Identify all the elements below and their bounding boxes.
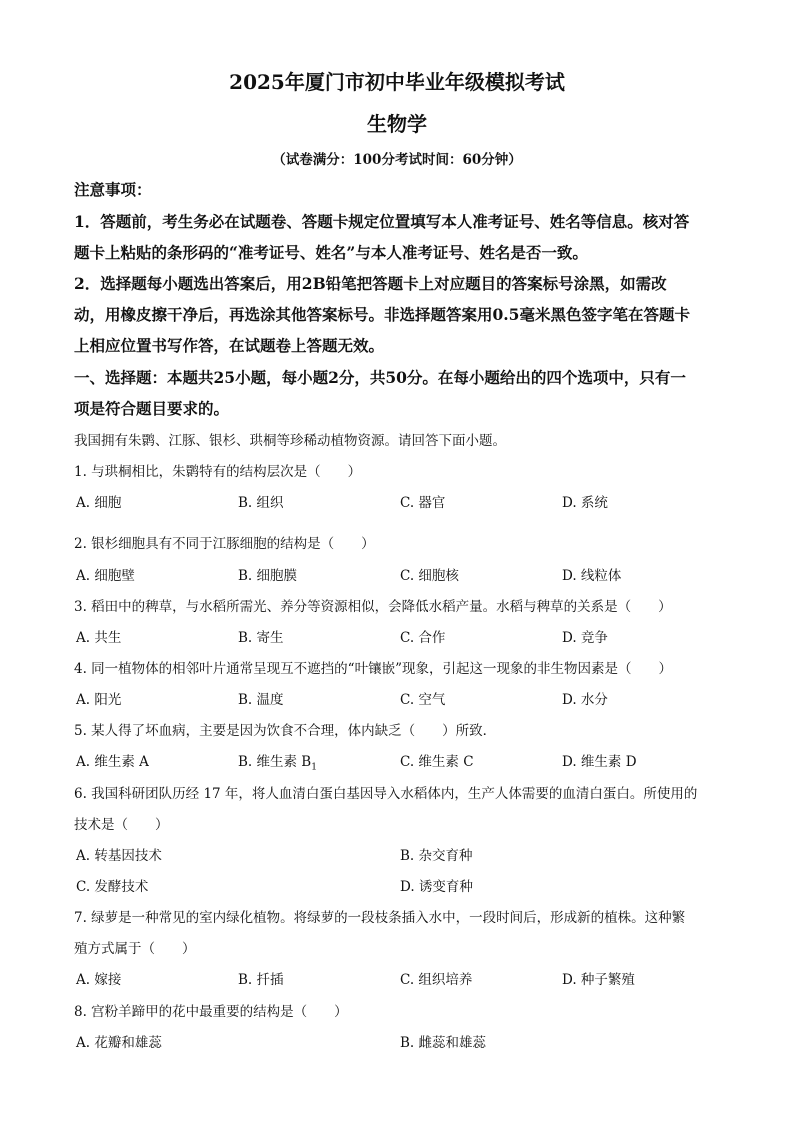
option-c: C. 空气 [400, 692, 446, 708]
question-stem: 6. 我国科研团队历经 17 年，将人血清白蛋白基因导入水稻体内，生产人体需要的血清白蛋白。所使用的 [74, 786, 698, 802]
option-b: B. 杂交育种 [400, 848, 473, 864]
option-d: D. 维生素 D [562, 754, 637, 770]
question-stem-cont: 殖方式属于（ ） [74, 941, 196, 957]
option-d: D. 系统 [562, 495, 608, 511]
option-a: A. 嫁接 [76, 972, 122, 988]
option-c: C. 维生素 C [400, 754, 474, 770]
option-a: A. 阳光 [76, 692, 122, 708]
question-stem: 3. 稻田中的稗草，与水稻所需光、养分等资源相似，会降低水稻产量。水稻与稗草的关系是（ ） [74, 599, 672, 615]
question-stem: 4. 同一植物体的相邻叶片通常呈现互不遮挡的“叶镶嵌”现象，引起这一现象的非生物因素是（ ） [74, 661, 672, 677]
option-d: D. 水分 [562, 692, 608, 708]
option-b: B. 寄生 [238, 630, 284, 646]
option-d: D. 种子繁殖 [562, 972, 635, 988]
option-d: D. 竞争 [562, 630, 608, 646]
option-a: A. 转基因技术 [76, 848, 162, 864]
notice-line: 题卡上粘贴的条形码的“准考证号、姓名”与本人准考证号、姓名是否一致。 [74, 243, 588, 262]
notice-line: 上相应位置书写作答，在试题卷上答题无效。 [74, 336, 385, 355]
question-stem: 5. 某人得了坏血病，主要是因为饮食不合理，体内缺乏（ ）所致． [74, 723, 497, 739]
option-b: B. 组织 [238, 495, 284, 511]
question-stem: 2. 银杉细胞具有不同于江豚细胞的结构是（ ） [74, 536, 375, 552]
option-c: C. 器官 [400, 495, 446, 511]
subject-title: 生物学 [367, 112, 427, 136]
question-stem-cont: 技术是（ ） [74, 817, 169, 833]
option-b: B. 温度 [238, 692, 284, 708]
option-c: C. 组织培养 [400, 972, 473, 988]
option-a: A. 花瓣和雄蕊 [76, 1035, 162, 1051]
option-a: A. 细胞壁 [76, 568, 135, 584]
option-a: A. 共生 [76, 630, 122, 646]
option-d: D. 线粒体 [562, 568, 622, 584]
option-c: C. 细胞核 [400, 568, 459, 584]
notice-line: 1．答题前，考生务必在试题卷、答题卡规定位置填写本人准考证号、姓名等信息。核对答 [74, 212, 690, 231]
notice-heading: 注意事项： [74, 180, 152, 199]
notice-line: 动，用橡皮擦干净后，再选涂其他答案标号。非选择题答案用0.5毫米黑色签字笔在答题卡 [74, 305, 690, 324]
option-b [238, 750, 317, 773]
subscript: 1 [311, 762, 317, 773]
exam-title: 2025年厦门市初中毕业年级模拟考试 [229, 70, 565, 94]
question-stem: 1. 与珙桐相比，朱鹮特有的结构层次是（ ） [74, 464, 362, 480]
option-c: C. 合作 [400, 630, 446, 646]
option-b: B. 扦插 [238, 972, 284, 988]
option-b: B. 细胞膜 [238, 568, 298, 584]
question-stem: 8. 宫粉羊蹄甲的花中最重要的结构是（ ） [74, 1004, 348, 1020]
group-intro: 我国拥有朱鹮、江豚、银杉、珙桐等珍稀动植物资源。请回答下面小题。 [74, 433, 506, 449]
section-heading: 一、选择题：本题共25小题，每小题2分，共50分。在每小题给出的四个选项中，只有一 [74, 368, 686, 387]
option-b: B. 雌蕊和雄蕊 [400, 1035, 487, 1051]
exam-meta: （试卷满分：100分考试时间：60分钟） [272, 152, 522, 168]
question-stem: 7. 绿萝是一种常见的室内绿化植物。将绿萝的一段枝条插入水中，一段时间后，形成新的植株。这种繁 [74, 910, 686, 926]
section-heading: 项是符合题目要求的。 [74, 399, 230, 418]
option-c: C. 发酵技术 [76, 879, 149, 895]
option-b-text: B. 维生素 B [238, 754, 312, 770]
option-a: A. 维生素 A [76, 754, 149, 770]
notice-line: 2．选择题每小题选出答案后，用2B铅笔把答题卡上对应题目的答案标号涂黑，如需改 [74, 274, 667, 293]
option-a: A. 细胞 [76, 495, 122, 511]
option-d: D. 诱变育种 [400, 879, 473, 895]
